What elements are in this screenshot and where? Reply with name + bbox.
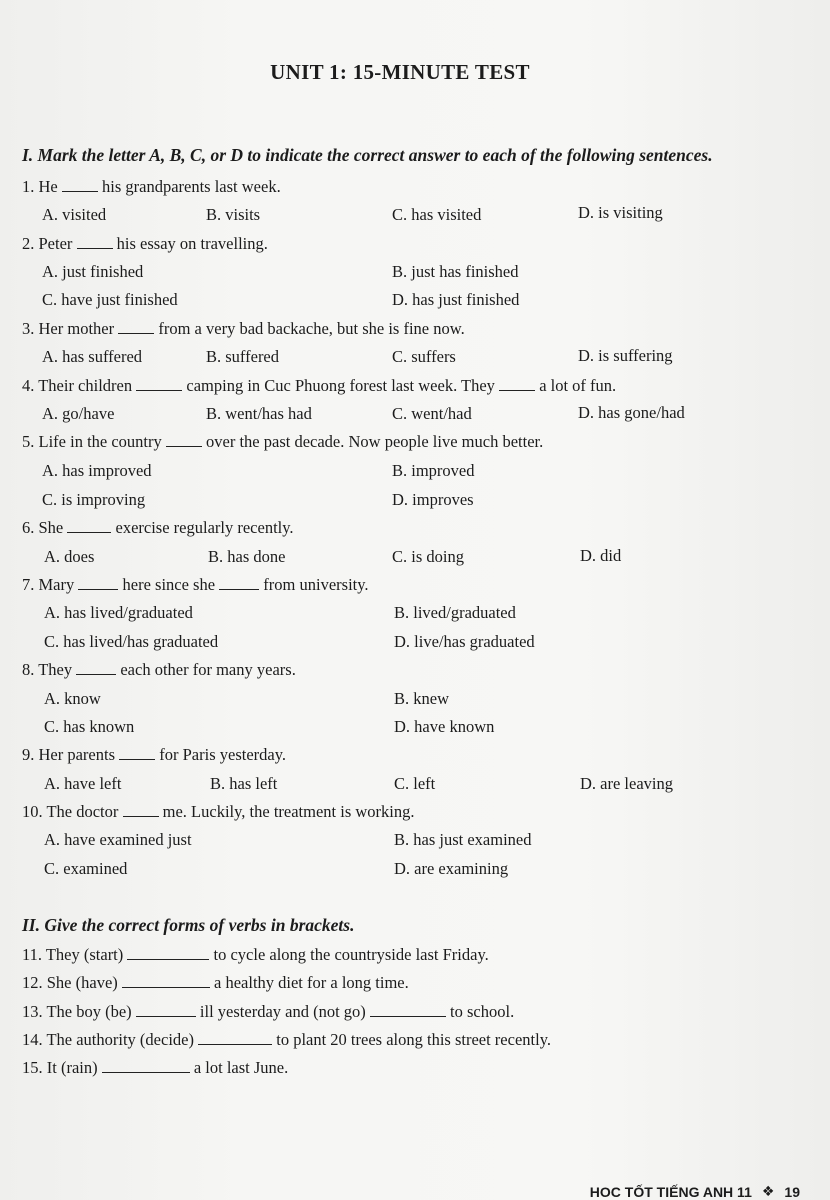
option-a[interactable]: A. has improved — [42, 461, 152, 480]
option-c[interactable]: C. examined — [44, 859, 128, 878]
exercise-15: 15. It (rain) a lot last June. — [22, 1058, 289, 1077]
answer-blank[interactable] — [62, 178, 98, 192]
option-b[interactable]: B. suffered — [206, 347, 280, 366]
answer-blank[interactable] — [76, 661, 116, 675]
option-b[interactable]: B. has just examined — [394, 830, 532, 849]
answer-blank[interactable] — [499, 377, 535, 391]
verb-blank[interactable] — [198, 1031, 272, 1045]
option-d[interactable]: D. has gone/had — [578, 403, 685, 422]
option-d[interactable]: D. is suffering — [578, 346, 673, 365]
option-c[interactable]: C. have just finished — [42, 290, 178, 309]
question-10: 10. The doctor me. Luckily, the treatment is working. — [22, 802, 415, 821]
verb-blank[interactable] — [122, 974, 210, 988]
question-8: 8. They each other for many years. — [22, 660, 296, 679]
section-2-heading: II. Give the correct forms of verbs in brackets. — [22, 915, 355, 935]
option-c[interactable]: C. has lived/has graduated — [44, 632, 219, 651]
answer-blank[interactable] — [123, 803, 159, 817]
diamond-icon: ❖ — [761, 1183, 775, 1199]
option-d[interactable]: D. did — [580, 546, 622, 565]
exercise-14: 14. The authority (decide) to plant 20 trees along this street recently. — [22, 1030, 551, 1049]
answer-blank[interactable] — [219, 576, 259, 590]
option-c[interactable]: C. has visited — [392, 205, 482, 224]
option-d[interactable]: D. live/has graduated — [394, 632, 535, 651]
question-9: 9. Her parents for Paris yesterday. — [22, 745, 287, 764]
question-5: 5. Life in the country over the past decade. Now people live much better. — [22, 432, 544, 451]
question-3: 3. Her mother from a very bad backache, but she is fine now. — [22, 319, 465, 338]
answer-blank[interactable] — [78, 576, 118, 590]
question-1: 1. He his grandparents last week. — [22, 177, 281, 196]
option-d[interactable]: D. has just finished — [392, 290, 520, 309]
book-title: HOC TỐT TIẾNG ANH 11 — [589, 1183, 752, 1200]
option-c[interactable]: C. went/had — [392, 404, 472, 423]
answer-blank[interactable] — [119, 746, 155, 760]
question-4: 4. Their children camping in Cuc Phuong forest last week. They a lot of fun. — [22, 376, 617, 395]
page-title: UNIT 1: 15-MINUTE TEST — [270, 60, 530, 84]
option-b[interactable]: B. has done — [208, 547, 286, 566]
option-a[interactable]: A. has lived/graduated — [44, 603, 193, 622]
option-c[interactable]: C. has known — [44, 717, 135, 736]
page-number: 19 — [784, 1183, 800, 1200]
answer-blank[interactable] — [77, 235, 113, 249]
option-a[interactable]: A. have examined just — [44, 830, 192, 849]
verb-blank[interactable] — [370, 1003, 446, 1017]
exercise-13: 13. The boy (be) ill yesterday and (not go) to school. — [22, 1002, 515, 1021]
option-a[interactable]: A. go/have — [42, 404, 115, 423]
option-a[interactable]: A. just finished — [42, 262, 144, 281]
option-d[interactable]: D. have known — [394, 717, 495, 736]
verb-blank[interactable] — [102, 1059, 190, 1073]
option-b[interactable]: B. has left — [210, 774, 278, 793]
answer-blank[interactable] — [166, 433, 202, 447]
option-c[interactable]: C. is doing — [392, 547, 464, 566]
option-a[interactable]: A. have left — [44, 774, 122, 793]
option-c[interactable]: C. suffers — [392, 347, 456, 366]
question-7: 7. Mary here since she from university. — [22, 575, 369, 594]
exercise-12: 12. She (have) a healthy diet for a long time. — [22, 973, 409, 992]
option-d[interactable]: D. are leaving — [580, 774, 673, 793]
answer-blank[interactable] — [118, 320, 154, 334]
option-a[interactable]: A. has suffered — [42, 347, 143, 366]
option-b[interactable]: B. visits — [206, 205, 261, 224]
option-b[interactable]: B. just has finished — [392, 262, 519, 281]
option-b[interactable]: B. knew — [394, 689, 449, 708]
answer-blank[interactable] — [67, 519, 111, 533]
question-6: 6. She exercise regularly recently. — [22, 518, 294, 537]
option-d[interactable]: D. are examining — [394, 859, 509, 878]
question-2: 2. Peter his essay on travelling. — [22, 234, 268, 253]
answer-blank[interactable] — [136, 377, 182, 391]
option-c[interactable]: C. is improving — [42, 490, 146, 509]
page-footer — [590, 1183, 800, 1200]
option-b[interactable]: B. lived/graduated — [394, 603, 516, 622]
verb-blank[interactable] — [136, 1003, 196, 1017]
option-d[interactable]: D. is visiting — [578, 203, 663, 222]
option-b[interactable]: B. improved — [392, 461, 475, 480]
exercise-11: 11. They (start) to cycle along the countryside last Friday. — [22, 945, 489, 964]
option-d[interactable]: D. improves — [392, 490, 474, 509]
option-a[interactable]: A. know — [44, 689, 101, 708]
option-a[interactable]: A. visited — [42, 205, 107, 224]
section-1-heading: I. Mark the letter A, B, C, or D to indicate the correct answer to each of the following sentences. — [22, 145, 713, 165]
option-b[interactable]: B. went/has had — [206, 404, 312, 423]
verb-blank[interactable] — [127, 946, 209, 960]
option-c[interactable]: C. left — [394, 774, 436, 793]
option-a[interactable]: A. does — [44, 547, 95, 566]
